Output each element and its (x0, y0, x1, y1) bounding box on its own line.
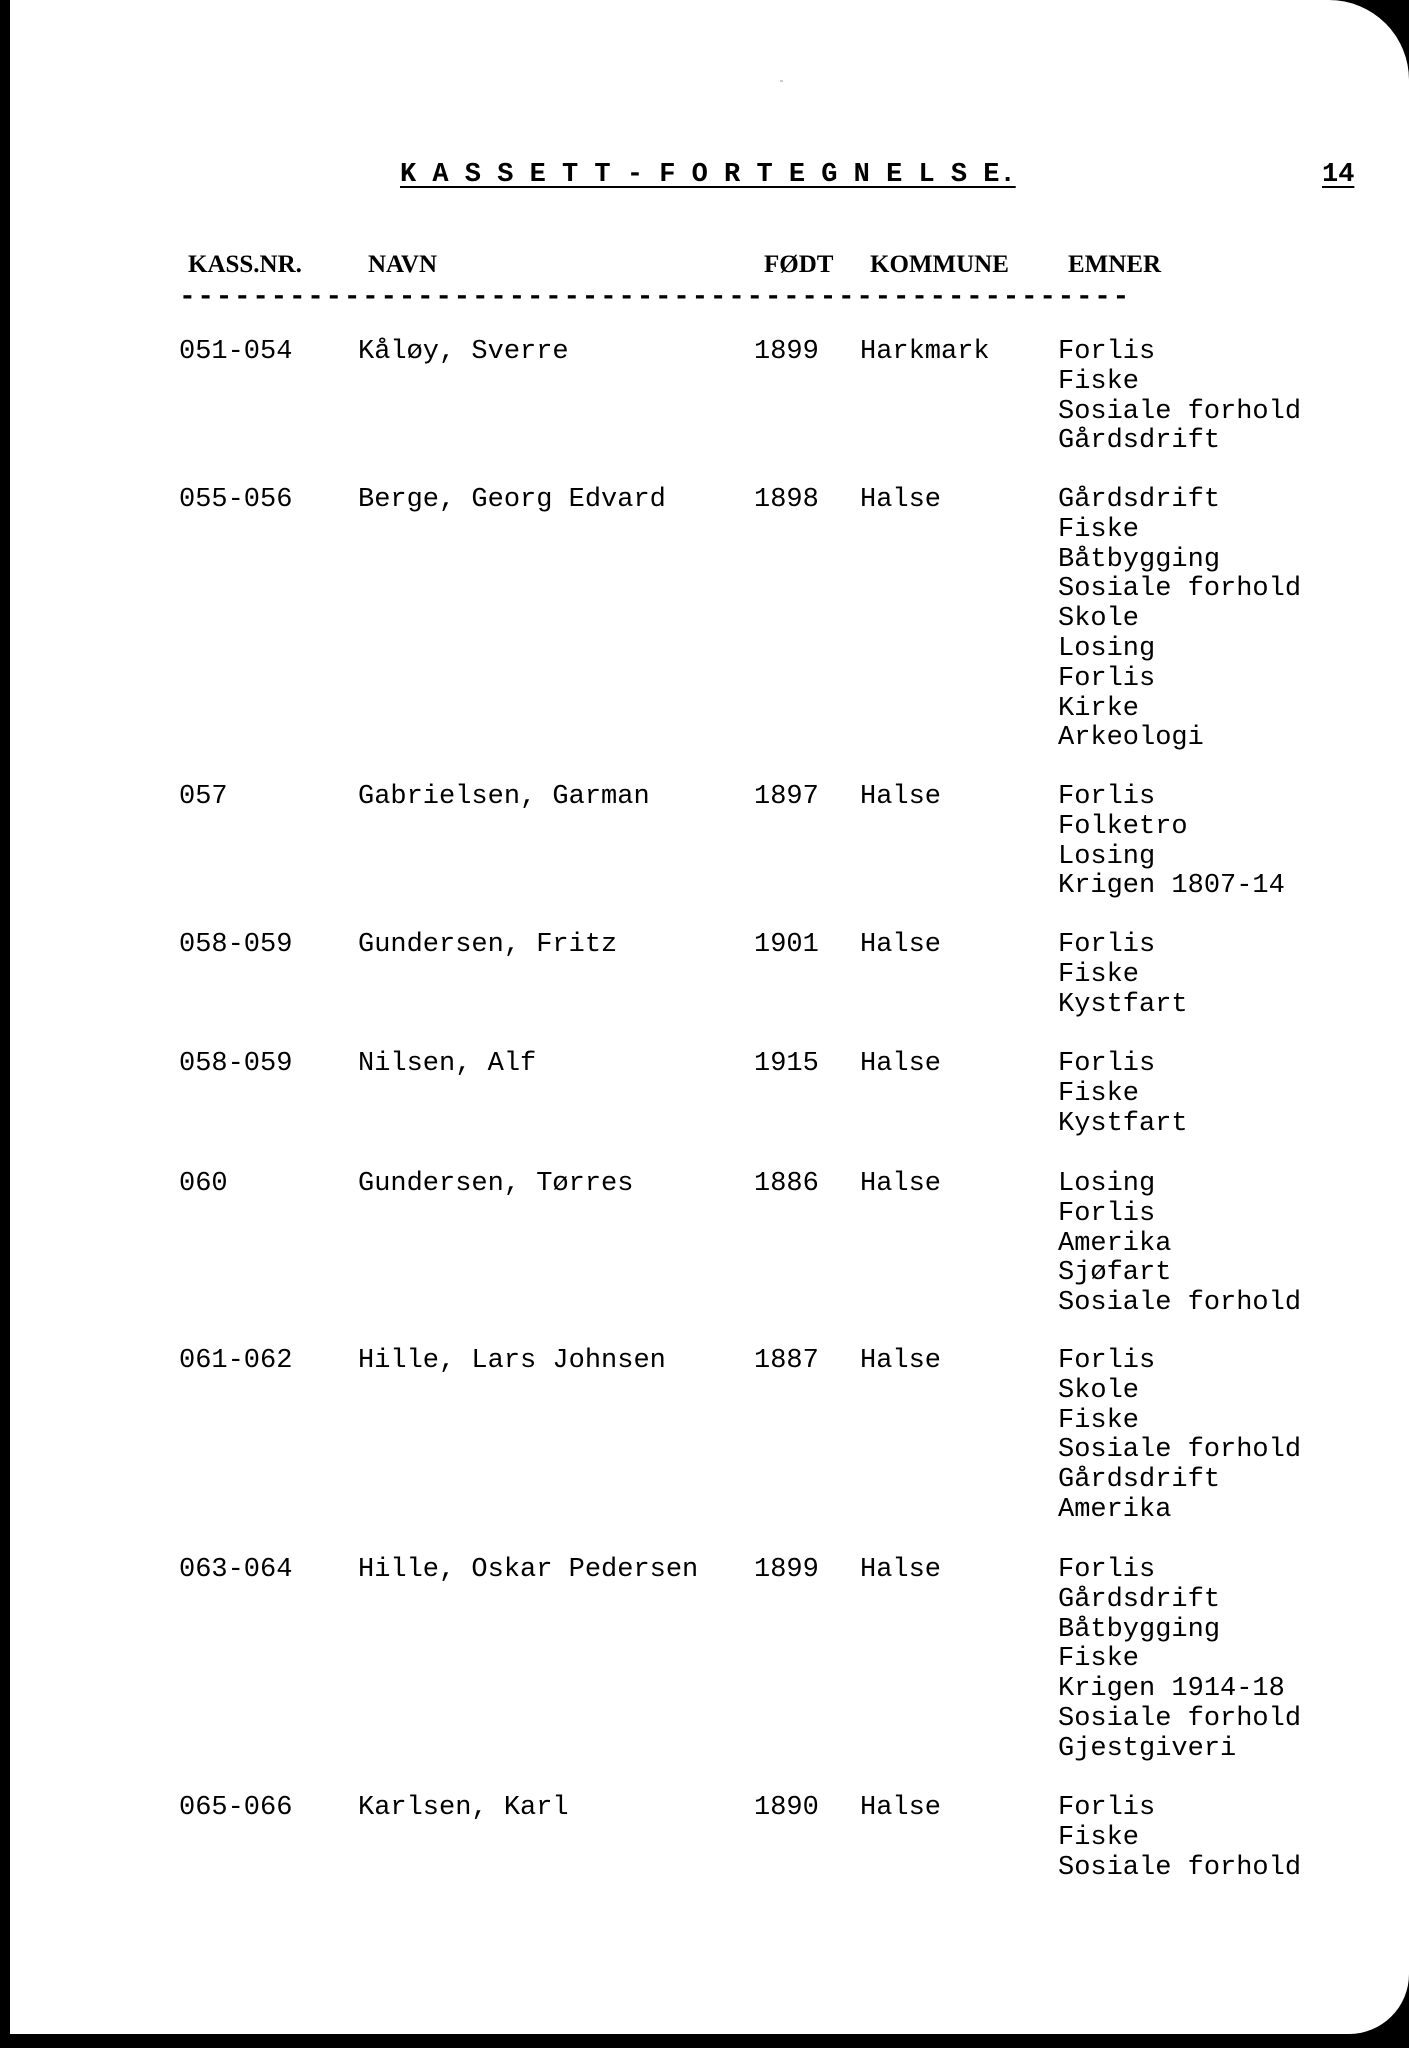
entry-kass-nr: 051-054 (179, 337, 293, 367)
entry-topic: Forlis (1058, 1346, 1156, 1376)
entry-municipality: Halse (860, 1346, 942, 1376)
entry-topic: Forlis (1058, 930, 1156, 960)
column-header-navn: NAVN (368, 251, 437, 278)
entry-topic: Fiske (1058, 959, 1140, 990)
entry-topic: Fiske (1058, 366, 1140, 397)
entry-topics (1058, 338, 1301, 457)
scan-speck (780, 80, 783, 82)
entry-born-year: 1915 (754, 1049, 819, 1079)
entry-kass-nr: 065-066 (179, 1793, 293, 1823)
entry-topic: Gårdsdrift (1058, 426, 1221, 457)
entry-topic: Gårdsdrift (1058, 1584, 1221, 1615)
entry-topic: Forlis (1058, 1198, 1156, 1229)
entry-kass-nr: 063-064 (179, 1555, 293, 1585)
entry-topic: Krigen 1807-14 (1058, 871, 1285, 902)
entry-topic: Sjøfart (1058, 1258, 1172, 1289)
entry-topic: Fiske (1058, 1405, 1140, 1436)
entry-kass-nr: 055-056 (179, 485, 293, 515)
entry-name: Kåløy, Sverre (358, 337, 569, 367)
entry-topic: Sosiale forhold (1058, 1435, 1302, 1466)
entry-topic: Gjestgiveri (1058, 1733, 1237, 1764)
entry-topic: Båtbygging (1058, 544, 1221, 575)
entry-municipality: Halse (860, 1793, 942, 1823)
entry-topic: Fiske (1058, 1644, 1140, 1675)
entry-topic: Forlis (1058, 337, 1156, 367)
entry-topic: Forlis (1058, 1049, 1156, 1079)
entry-kass-nr: 057 (179, 782, 228, 812)
entry-topic: Sosiale forhold (1058, 574, 1302, 605)
entry-topic: Gårdsdrift (1058, 1465, 1221, 1496)
entry-topic: Amerika (1058, 1228, 1172, 1259)
entry-born-year: 1886 (754, 1169, 819, 1199)
entry-municipality: Halse (860, 485, 942, 515)
entry-topics (1058, 1556, 1301, 1765)
column-header-fodt: FØDT (764, 251, 834, 278)
entry-topic: Skole (1058, 1375, 1140, 1406)
entry-topics (1058, 1347, 1301, 1526)
entry-topic: Sosiale forhold (1058, 1703, 1302, 1734)
page-title: K A S S E T T - F O R T E G N E L S E. (400, 160, 1016, 190)
column-header-kommune: KOMMUNE (870, 251, 1009, 278)
entry-topic: Gårdsdrift (1058, 485, 1221, 515)
entry-topic: Fiske (1058, 1078, 1140, 1109)
entry-kass-nr: 058-059 (179, 1049, 293, 1079)
entry-topic: Forlis (1058, 1793, 1156, 1823)
entry-topics (1058, 486, 1301, 754)
entry-name: Hille, Lars Johnsen (358, 1346, 666, 1376)
entry-topics (1058, 1170, 1301, 1319)
entry-born-year: 1899 (754, 1555, 819, 1585)
entry-topic: Kystfart (1058, 989, 1188, 1020)
entry-topics (1058, 783, 1285, 902)
entry-municipality: Halse (860, 1169, 942, 1199)
entry-topic: Fiske (1058, 1822, 1140, 1853)
entry-name: Gabrielsen, Garman (358, 782, 650, 812)
header-rule: ---------------------------------------------------- (179, 282, 1131, 313)
entry-kass-nr: 060 (179, 1169, 228, 1199)
entry-topic: Fiske (1058, 514, 1140, 545)
page-number: 14 (1322, 160, 1355, 190)
entry-topic: Forlis (1058, 663, 1156, 694)
entry-topic: Båtbygging (1058, 1614, 1221, 1645)
entry-topic: Losing (1058, 841, 1156, 872)
entry-name: Nilsen, Alf (358, 1049, 537, 1079)
document-page (10, 0, 1409, 2034)
entry-topic: Sosiale forhold (1058, 1852, 1302, 1883)
entry-kass-nr: 058-059 (179, 930, 293, 960)
entry-name: Gundersen, Tørres (358, 1169, 634, 1199)
entry-kass-nr: 061-062 (179, 1346, 293, 1376)
entry-topic: Forlis (1058, 1555, 1156, 1585)
entry-topic: Krigen 1914-18 (1058, 1674, 1285, 1705)
entry-topics (1058, 931, 1188, 1020)
entry-municipality: Halse (860, 930, 942, 960)
entry-topic: Kystfart (1058, 1108, 1188, 1139)
entry-born-year: 1887 (754, 1346, 819, 1376)
entry-topic: Forlis (1058, 782, 1156, 812)
column-header-emner: EMNER (1068, 251, 1162, 278)
entry-topics (1058, 1794, 1301, 1883)
entry-municipality: Halse (860, 1049, 942, 1079)
entry-topic: Sosiale forhold (1058, 1288, 1302, 1319)
entry-name: Hille, Oskar Pedersen (358, 1555, 699, 1585)
entry-topic: Losing (1058, 633, 1156, 664)
entry-municipality: Halse (860, 782, 942, 812)
entry-name: Berge, Georg Edvard (358, 485, 666, 515)
entry-topic: Arkeologi (1058, 723, 1204, 754)
entry-municipality: Harkmark (860, 337, 990, 367)
entry-born-year: 1897 (754, 782, 819, 812)
entry-topic: Skole (1058, 604, 1140, 635)
entry-topic: Folketro (1058, 811, 1188, 842)
entry-topics (1058, 1050, 1188, 1139)
entry-topic: Sosiale forhold (1058, 396, 1302, 427)
entry-born-year: 1901 (754, 930, 819, 960)
entry-born-year: 1890 (754, 1793, 819, 1823)
entry-name: Gundersen, Fritz (358, 930, 618, 960)
entry-born-year: 1898 (754, 485, 819, 515)
entry-name: Karlsen, Karl (358, 1793, 569, 1823)
entry-municipality: Halse (860, 1555, 942, 1585)
entry-born-year: 1899 (754, 337, 819, 367)
column-header-kass-nr: KASS.NR. (188, 251, 302, 278)
entry-topic: Losing (1058, 1169, 1156, 1199)
entry-topic: Amerika (1058, 1494, 1172, 1525)
entry-topic: Kirke (1058, 693, 1140, 724)
